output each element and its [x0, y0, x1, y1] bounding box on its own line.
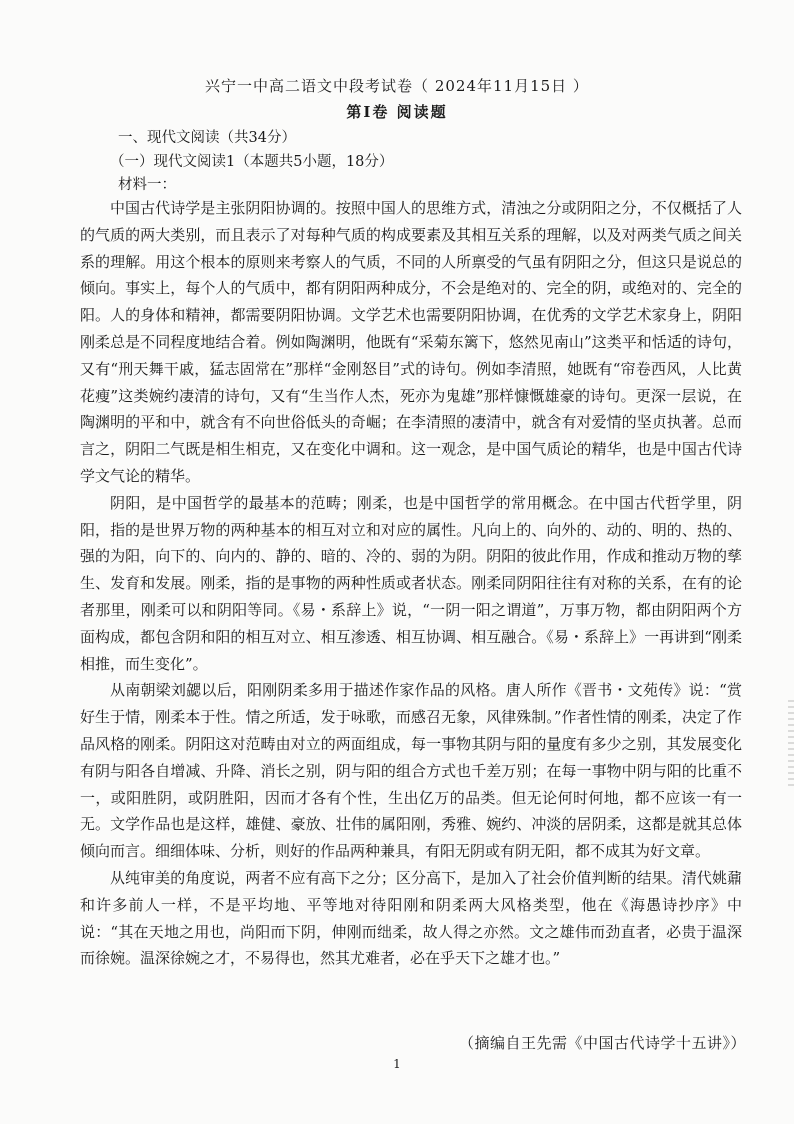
passage-body [80, 195, 742, 972]
scan-artifact [788, 700, 794, 790]
paragraph: 中国古代诗学是主张阴阳协调的。按照中国人的思维方式，清浊之分或阴阳之分，不仅概括了人的气质的两大类别，而且表示了对每种气质的构成要素及其相互关系的理解，以及对两类气质之间关系的理解。用这个根本的原则来考察人的气质，不同的人所禀受的气虽有阴阳之分，但这只是说总的倾向。事实上，每个人的气质中，都有阴阳两种成分，不会是绝对的、完全的阴，或绝对的、完全的阳。人的身体和精神，都需要阴阳协调。文学艺术也需要阴阳协调，在优秀的文学艺术家身上，阴阳刚柔总是不同程度地结合着。例如陶渊明，他既有“采菊东篱下，悠然见南山”这类平和恬适的诗句，又有“刑天舞干戚，猛志固常在”那样“金刚怒目”式的诗句。例如李清照，她既有“帘卷西风，人比黄花瘦”这类婉约凄清的诗句，又有“生当作人杰，死亦为鬼雄”那样慷慨雄豪的诗句。更深一层说，在陶渊明的平和中，就含有不向世俗低头的奇崛；在李清照的凄清中，就含有对爱情的坚贞执著。总而言之，阴阳二气既是相生相克，又在变化中调和。这一观念，是中国气质论的精华，也是中国古代诗学文气论的精华。 [80, 199, 742, 485]
page-number: 1 [393, 1057, 401, 1071]
volume-heading: 第Ⅰ卷 阅读题 [346, 103, 448, 121]
material-label: 材料一： [118, 177, 176, 193]
source-citation: （摘编自王先需《中国古代诗学十五讲》） [458, 1034, 746, 1052]
exam-title: 兴宁一中高二语文中段考试卷（ 2024年11月15日 ） [205, 77, 589, 95]
subsection-heading: （一）现代文阅读1（本题共5小题，18分） [110, 154, 394, 170]
section-heading-modern-reading: 一、现代文阅读（共34分） [118, 130, 296, 146]
paragraph: 从南朝梁刘勰以后，阳刚阴柔多用于描述作家作品的风格。唐人所作《晋书・文苑传》说：“赏好生于情，刚柔本于性。情之所适，发于咏歌，而感召无象，风律殊制。”作者性情的刚柔，决定了作品风格的刚柔。阴阳这对范畴由对立的两面组成，每一事物其阴与阳的量度有多少之别，其发展变化有阴与阳各自增减、升降、消长之别，阴与阳的组合方式也千差万别；在每一事物中阴与阳的比重不一，或阳胜阴，或阴胜阳，因而才各有个性，生出亿万的品类。但无论何时何地，都不应该一有一无。文学作品也是这样，雄健、豪放、壮伟的属阳刚，秀雅、婉约、冲淡的居阴柔，这都是就其总体倾向而言。细细体味、分析，则好的作品两种兼具，有阳无阴或有阴无阳，都不成其为好文章。 [80, 681, 742, 861]
paragraph: 阴阳，是中国哲学的最基本的范畴；刚柔，也是中国哲学的常用概念。在中国古代哲学里，阴阳，指的是世界万物的两种基本的相互对立和对应的属性。凡向上的、向外的、动的、明的、热的、强的为阳，向下的、向内的、静的、暗的、冷的、弱的为阴。阴阳的彼此作用，作成和推动万物的孳生、发育和发展。刚柔，指的是事物的两种性质或者状态。刚柔同阴阳往往有对称的关系，在有的论者那里，刚柔可以和阴阳等同。《易・系辞上》说，“一阴一阳之谓道”，万事万物，都由阴阳两个方面构成，都包含阴和阳的相互对立、相互渗透、相互协调、相互融合。《易・系辞上》一再讲到“刚柔相推，而生变化”。 [80, 493, 742, 673]
paragraph: 从纯审美的角度说，两者不应有高下之分；区分高下，是加入了社会价值判断的结果。清代姚鼐和许多前人一样，不是平均地、平等地对待阳刚和阴柔两大风格类型，他在《海愚诗抄序》中说：“其在天地之用也，尚阳而下阴，伸刚而绌柔，故人得之亦然。文之雄伟而劲直者，必贵于温深而徐婉。温深徐婉之才，不易得也，然其尤难者，必在乎天下之雄才也。” [80, 868, 742, 968]
